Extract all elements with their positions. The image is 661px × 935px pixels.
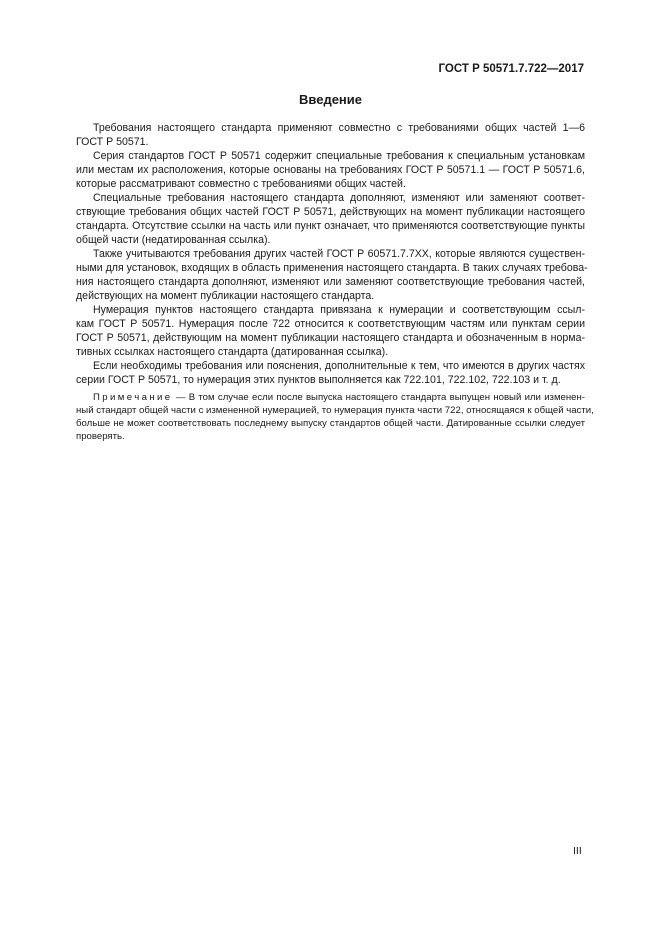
- paragraph: [76, 247, 588, 303]
- text-line: ния настоящего стандарта дополняют, изменяют или заменяют соответствующие требования частей,: [76, 276, 585, 288]
- note-text: — В том случае если после выпуска настоящего стандарта выпущен новый или изменен-: [175, 392, 586, 403]
- text-line: ствующие требования общих частей ГОСТ Р 50571, действующих на момент публикации настоящего: [76, 206, 585, 218]
- paragraph: [76, 359, 585, 387]
- note-label: Примечание: [93, 392, 173, 403]
- text-line: стандарта. Отсутствие ссылки на часть или пункт означает, что применяются соответствующие пункты: [76, 220, 585, 232]
- text-line: которые рассматривают совместно с требованиями общих частей.: [76, 178, 406, 190]
- paragraph: [76, 149, 585, 191]
- text-line: Серия стандартов ГОСТ Р 50571 содержит специальные требования к специальным установкам: [93, 150, 585, 162]
- note-line: проверять.: [76, 431, 125, 442]
- text-line: кам ГОСТ Р 50571. Нумерация после 722 относится к соответствующим частям или пунктам серии: [76, 318, 585, 330]
- page-number: III: [573, 845, 582, 857]
- text-line: Требования настоящего стандарта применяют совместно с требованиями общих частей 1—6: [93, 122, 585, 134]
- paragraph: [76, 191, 585, 247]
- text-line: серии ГОСТ Р 50571, то нумерация этих пунктов выполняется как 722.101, 722.102, 722.103 и т. д.: [76, 374, 561, 386]
- note-line: больше не может соответствовать последнему выпуску стандартов общей части. Датированные ссылки следует: [76, 418, 585, 429]
- note-block: [76, 391, 594, 443]
- text-line: Если необходимы требования или пояснения, дополнительные к тем, что имеются в других частях: [93, 360, 585, 372]
- text-line: ГОСТ Р 50571, действующим на момент публикации настоящего стандарта и обозначенным в норма-: [76, 332, 585, 344]
- text-line: ГОСТ Р 50571.: [76, 136, 149, 148]
- text-line: действующих на момент публикации настоящего стандарта.: [76, 290, 375, 302]
- text-line: общей части (недатированная ссылка).: [76, 234, 271, 246]
- text-line: Нумерация пунктов настоящего стандарта привязана к нумерации и соответствующим ссыл-: [93, 304, 585, 316]
- text-line: или местам их расположения, которые основаны на требованиях ГОСТ Р 50571.1 — ГОСТ Р 50571.6,: [76, 164, 585, 176]
- paragraph: [76, 303, 585, 359]
- text-line: ными для установок, входящих в область применения настоящего стандарта. В таких случаях требова-: [76, 262, 588, 274]
- note-line: [76, 391, 585, 404]
- note-line: ный стандарт общей части с измененной нумерацией, то нумерация пункта части 722, относящаяся к общей части,: [76, 405, 594, 416]
- text-line: Также учитываются требования других частей ГОСТ Р 60571.7.7ХХ, которые являются существен-: [93, 248, 585, 260]
- text-line: тивных ссылках настоящего стандарта (датированная ссылка).: [76, 346, 389, 358]
- paragraph: [76, 121, 585, 149]
- document-code-header: ГОСТ Р 50571.7.722—2017: [438, 63, 584, 75]
- section-title: Введение: [299, 92, 362, 107]
- body-text: [76, 121, 588, 387]
- text-line: Специальные требования настоящего стандарта дополняют, изменяют или заменяют соответ-: [93, 192, 585, 204]
